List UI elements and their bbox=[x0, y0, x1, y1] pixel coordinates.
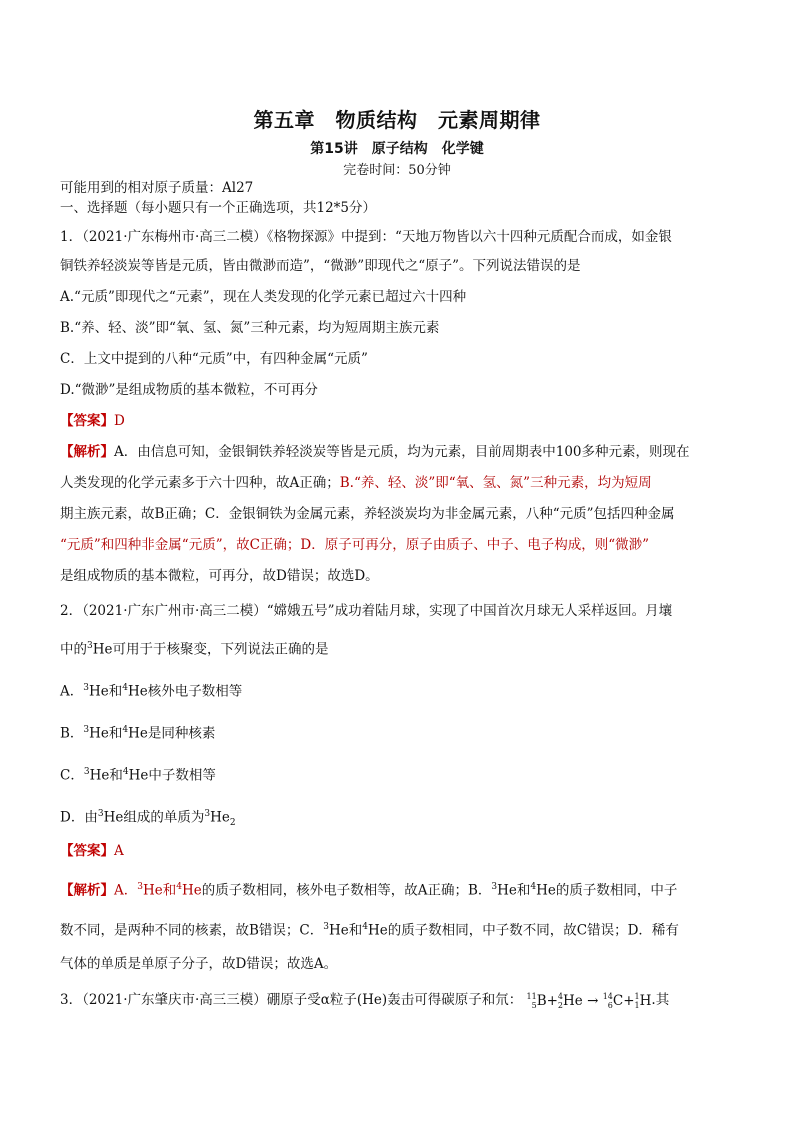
mass-number: 3 bbox=[87, 641, 93, 651]
mass-number: 1 bbox=[634, 992, 640, 1001]
analysis-text: 人类发现的化学元素多于六十四种，故A正确； bbox=[60, 475, 340, 491]
element-symbol: B bbox=[536, 992, 547, 1009]
element-symbol: He bbox=[89, 725, 109, 742]
q1-option-d: D.“微渺”是组成物质的基本微粒，不可再分 bbox=[60, 382, 318, 398]
atomic-number: 1 bbox=[634, 1001, 640, 1010]
answer-value: A bbox=[114, 843, 124, 859]
q1-analysis-line3: 期主族元素，故B正确；C．金银铜铁为金属元素，养轻淡炭均为非金属元素，八种“元质”包括四种金属 bbox=[60, 506, 675, 522]
element-symbol: He bbox=[563, 992, 583, 1009]
q2-answer bbox=[60, 841, 124, 861]
q1-analysis-line5: 是组成物质的基本微粒，可再分，故D错误；故选D。 bbox=[60, 568, 379, 584]
section-heading: 一、选择题（每小题只有一个正确选项，共12*5分） bbox=[60, 200, 377, 216]
text: 和 bbox=[162, 882, 177, 899]
q2-analysis-line2 bbox=[60, 917, 679, 941]
text: 中子数相等 bbox=[148, 767, 216, 784]
q2-option-a bbox=[60, 678, 242, 702]
answer-label: 【答案】 bbox=[60, 413, 114, 429]
analysis-text-red: B.“养、轻、淡”即“氧、氢、氮”三种元素，均为短周 bbox=[339, 475, 652, 491]
text: .其 bbox=[651, 992, 670, 1008]
q2-option-d bbox=[60, 804, 236, 833]
text: 和 bbox=[108, 725, 123, 742]
element-symbol: He bbox=[536, 882, 556, 899]
text: 的质子数相同，中子 bbox=[555, 882, 678, 899]
q1-stem-line2: 铜铁养轻淡炭等皆是元质，皆由微渺而造”，“微渺”即现代之“原子”。下列说法错误的是 bbox=[60, 258, 581, 274]
option-label: D．由 bbox=[60, 809, 98, 826]
mass-number: 14 bbox=[602, 992, 613, 1001]
q2-analysis-line1 bbox=[60, 877, 677, 901]
plus-sign: + bbox=[546, 992, 558, 1009]
mass-number: 3 bbox=[323, 922, 329, 932]
text: 的质子数相同，核外电子数相等，故A正确；B． bbox=[201, 882, 492, 899]
option-label: C． bbox=[60, 767, 84, 784]
analysis-text: A．由信息可知，金银铜铁养轻淡炭等皆是元质，均为元素，目前周期表中100多种元素，则现在 bbox=[114, 444, 690, 460]
q1-option-a: A.“元质”即现代之“元素”，现在人类发现的化学元素已超过六十四种 bbox=[60, 289, 467, 305]
element-symbol: He bbox=[127, 683, 148, 700]
atomic-number: 5 bbox=[531, 1001, 537, 1010]
option-label: A． bbox=[60, 683, 84, 700]
answer-value: D bbox=[114, 413, 125, 429]
mass-number: 4 bbox=[122, 683, 128, 693]
mass-number: 4 bbox=[122, 767, 129, 777]
element-symbol: He bbox=[128, 767, 149, 784]
q1-analysis-line4: “元质”和四种非金属“元质”，故C正确；D．原子可再分，原子由质子、中子、电子构成，则“微渺” bbox=[60, 537, 650, 553]
nuclear-equation bbox=[527, 991, 652, 1011]
q1-option-c: C．上文中提到的八种“元质”中，有四种金属“元质” bbox=[60, 351, 368, 367]
plus-sign: + bbox=[623, 992, 635, 1009]
element-symbol: He bbox=[210, 809, 230, 826]
text: 和 bbox=[348, 922, 363, 939]
subscript: 2 bbox=[229, 818, 236, 829]
mass-number: 3 bbox=[83, 683, 89, 693]
mass-number: 3 bbox=[83, 767, 90, 777]
text: 中的 bbox=[60, 641, 87, 658]
chapter-title: 第五章 物质结构 元素周期律 bbox=[253, 108, 541, 132]
mass-number: 4 bbox=[122, 725, 129, 735]
element-symbol: He bbox=[328, 922, 349, 939]
text: 是同种核素 bbox=[147, 725, 216, 742]
element-symbol: He bbox=[103, 809, 124, 826]
element-symbol: H bbox=[639, 992, 652, 1009]
q1-analysis-line1 bbox=[60, 442, 690, 462]
text: 和 bbox=[108, 683, 123, 700]
element-symbol: He bbox=[128, 725, 148, 742]
q2-stem-line1: 2．（2021·广东广州市·高三二模）“嫦娥五号”成功着陆月球，实现了中国首次月球无人采样返回。月壤 bbox=[60, 603, 673, 619]
element-symbol: He bbox=[367, 922, 388, 939]
lesson-title: 第15讲 原子结构 化学键 bbox=[310, 141, 484, 157]
q1-analysis-line2 bbox=[60, 473, 652, 493]
atomic-number: 6 bbox=[607, 1001, 613, 1010]
text: 3．（2021·广东肇庆市·高三三模）硼原子受α粒子(He)轰击可得碳原子和氘： bbox=[60, 992, 523, 1008]
arrow-icon: → bbox=[582, 992, 603, 1009]
mass-number: 3 bbox=[204, 809, 211, 819]
mass-number: 3 bbox=[491, 882, 498, 892]
q1-answer bbox=[60, 411, 125, 431]
mass-number: 3 bbox=[83, 725, 90, 735]
option-label: B． bbox=[60, 725, 84, 742]
q2-option-c bbox=[60, 762, 216, 786]
element-symbol: He bbox=[92, 641, 113, 658]
analysis-label: 【解析】 bbox=[60, 444, 114, 460]
mass-number: 4 bbox=[557, 992, 564, 1001]
q1-stem-line1: 1．（2021·广东梅州市·高三二模）《格物探源》中提到：“天地万物皆以六十四种元质配合而成，如金银 bbox=[60, 229, 672, 245]
q2-analysis-line3: 气体的单质是单原子分子，故D错误；故选A。 bbox=[60, 956, 338, 972]
q2-option-b bbox=[60, 720, 215, 744]
text: 数不同，是两种不同的核素，故B错误；C． bbox=[60, 922, 324, 939]
element-symbol: He bbox=[142, 882, 163, 899]
text: 组成的单质为 bbox=[123, 809, 205, 826]
element-symbol: He bbox=[497, 882, 517, 899]
text: 和 bbox=[516, 882, 531, 899]
text: A． bbox=[114, 882, 138, 899]
answer-label: 【答案】 bbox=[60, 843, 114, 859]
analysis-label: 【解析】 bbox=[60, 882, 114, 899]
atomic-number: 2 bbox=[557, 1001, 564, 1010]
mass-number: 4 bbox=[362, 922, 368, 932]
mass-number: 3 bbox=[97, 809, 104, 819]
isotope-numbers bbox=[527, 992, 537, 1010]
mass-number: 4 bbox=[530, 882, 537, 892]
text: 和 bbox=[109, 767, 123, 784]
q3-stem bbox=[60, 990, 669, 1011]
atomic-mass-note: 可能用到的相对原子质量：Al27 bbox=[60, 180, 254, 196]
element-symbol: C bbox=[612, 992, 624, 1009]
element-symbol: He bbox=[89, 767, 110, 784]
q1-option-b: B.“养、轻、淡”即“氧、氢、氮”三种元素，均为短周期主族元素 bbox=[60, 320, 440, 336]
text: 核外电子数相等 bbox=[147, 683, 243, 700]
mass-number: 4 bbox=[176, 882, 182, 892]
isotope-numbers bbox=[603, 992, 613, 1010]
text: 的质子数相同，中子数不同，故C错误；D．稀有 bbox=[387, 922, 679, 939]
text: 可用于于核聚变，下列说法正确的是 bbox=[112, 641, 329, 658]
mass-number: 11 bbox=[526, 992, 537, 1001]
q2-stem-line2 bbox=[60, 636, 329, 660]
element-symbol: He bbox=[88, 683, 109, 700]
time-limit: 完卷时间：50分钟 bbox=[343, 163, 451, 178]
mass-number: 3 bbox=[137, 882, 143, 892]
element-symbol: He bbox=[181, 882, 202, 899]
